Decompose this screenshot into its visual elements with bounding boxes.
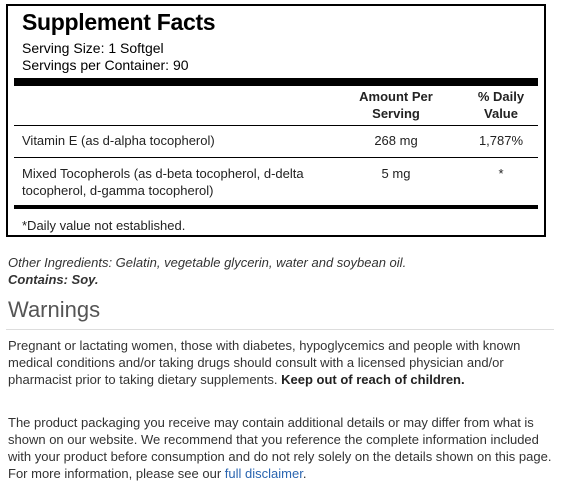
thick-divider — [14, 78, 538, 86]
nutrient-amount: 5 mg — [381, 166, 411, 181]
header-divider — [14, 125, 538, 126]
servings-per-container: Servings per Container: 90 — [22, 57, 189, 73]
nutrient-amount: 268 mg — [374, 133, 418, 148]
footer-divider — [14, 205, 538, 209]
row-divider — [14, 157, 538, 158]
disclaimer-text: The product packaging you receive may contain additional details or may differ from what is shown on our website. We recommend that you reference the complete information included with your product before consumption and do not rely solely on the details shown on this page. For more information, please see our — [8, 415, 552, 481]
amount-per-serving-header: Amount Per Serving — [359, 89, 433, 121]
allergen-contains: Contains: Soy. — [8, 272, 99, 287]
serving-size: Serving Size: 1 Softgel — [22, 40, 164, 56]
facts-title: Supplement Facts — [22, 9, 216, 35]
nutrient-name: Vitamin E (as d-alpha tocopherol) — [22, 133, 215, 148]
other-ingredients — [8, 254, 553, 288]
nutrient-name: Mixed Tocopherols (as d-beta tocopherol, d-delta tocopherol, d-gamma tocopherol) — [22, 166, 304, 198]
disclaimer-period: . — [302, 466, 307, 481]
keep-out-of-reach-text: Keep out of reach of children. — [281, 372, 465, 387]
disclaimer-paragraph — [8, 414, 554, 482]
full-disclaimer-link[interactable]: full disclaimer — [224, 466, 303, 481]
warnings-divider — [6, 329, 554, 330]
warnings-heading: Warnings — [8, 297, 101, 322]
ingredients-text: Other Ingredients: Gelatin, vegetable glycerin, water and soybean oil. — [8, 255, 407, 270]
supplement-facts-panel — [6, 4, 546, 237]
daily-value-header: % Daily Value — [477, 89, 525, 121]
warning-text: Pregnant or lactating women, those with diabetes, hypoglycemics and people with known medical conditions and/or taking drugs should consult with a licensed physician and/or pharmacist prior to taking dietary supplements. — [8, 338, 521, 387]
nutrient-daily-value: 1,787% — [478, 133, 524, 148]
daily-value-footnote: *Daily value not established. — [22, 218, 186, 233]
nutrient-daily-value: * — [498, 166, 504, 181]
warning-paragraph — [8, 337, 554, 388]
